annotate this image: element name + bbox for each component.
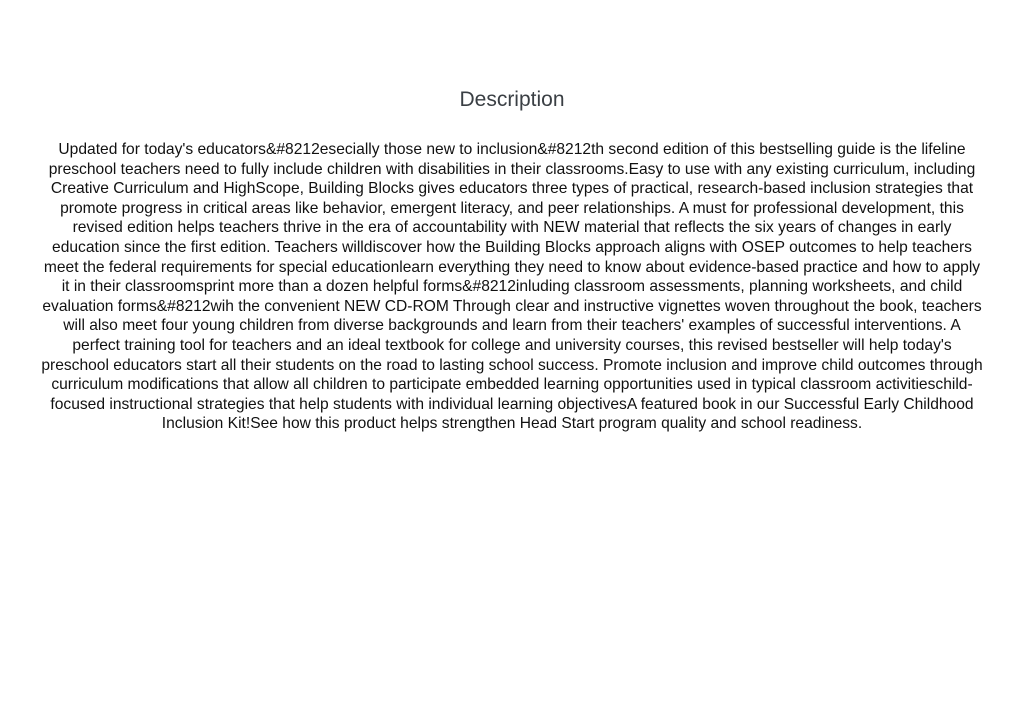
- page-title: Description: [459, 88, 565, 111]
- description-paragraph: Updated for today's educators&#8212esecially those new to inclusion&#8212th second edition of this bestselling guide is the lifeline preschool teachers need to fully include children with disabilities in their classrooms.Easy to use with any existing curriculum, including Creative Curriculum and HighScope, Building Blocks gives educators three types of practical, research-based inclusion strategies that promote progress in critical areas like behavior, emergent literacy, and peer relationships. A must for professional development, this revised edition helps teachers thrive in the era of accountability with NEW material that reflects the six years of changes in early education since the first edition. Teachers willdiscover how the Building Blocks approach aligns with OSEP outcomes to help teachers meet the federal requirements for special educationlearn everything they need to know about evidence-based practice and how to apply it in their classroomsprint more than a dozen helpful forms&#8212inluding classroom assessments, planning worksheets, and child evaluation forms&#8212wih the convenient NEW CD-ROM Through clear and instructive vignettes woven throughout the book, teachers will also meet four young children from diverse backgrounds and learn from their teachers' examples of successful interventions. A perfect training tool for teachers and an ideal textbook for college and university courses, this revised bestseller will help today's preschool educators start all their students on the road to lasting school success. Promote inclusion and improve child outcomes through curriculum modifications that allow all children to participate embedded learning opportunities used in typical classroom activitieschild-focused instructional strategies that help students with individual learning objectivesA featured book in our Successful Early Childhood Inclusion Kit!See how this product helps strengthen Head Start program quality and school readiness.: [41, 141, 983, 433]
